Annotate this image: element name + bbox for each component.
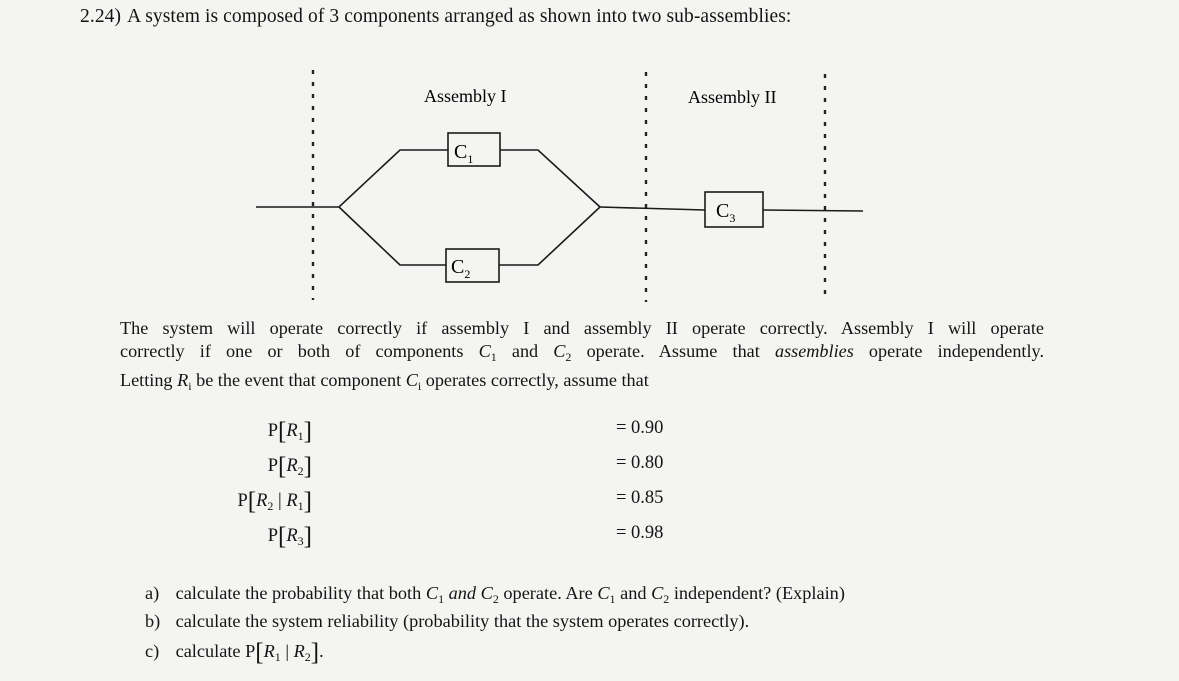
- wire-c3-out: [763, 210, 863, 211]
- text-segment: operate. Are: [498, 583, 598, 603]
- var-ci: [405, 370, 422, 393]
- text-segment: operate independently.: [853, 341, 1044, 361]
- assembly-2-label: Assembly II: [688, 87, 777, 107]
- var-subscript: 2: [304, 650, 311, 664]
- text-segment: be the event that component: [191, 370, 406, 390]
- text-segment: and: [615, 583, 652, 603]
- var-c2: [651, 583, 670, 606]
- var-subscript: 1: [274, 650, 281, 664]
- question-c: c) calculate $P[R_1$ | $R_2$].: [145, 639, 324, 666]
- var-r2: [293, 641, 311, 664]
- var-subscript: 1: [490, 350, 497, 364]
- prob-operator: P: [267, 421, 279, 441]
- var-subscript: 2: [492, 592, 499, 606]
- question-text: calculate the system reliability (probability that the system operates correctly).: [175, 611, 750, 631]
- probability-lhs: $P[R_2]$: [267, 453, 312, 480]
- wire-to-c3: [600, 207, 705, 210]
- c1-subscript: 1: [467, 152, 474, 166]
- problem-intro: A system is composed of 3 components arranged as shown into two sub-assemblies:: [127, 6, 792, 27]
- prob-event: R: [286, 526, 298, 546]
- assembly-1-label: Assembly I: [424, 86, 507, 106]
- text-segment: and: [496, 341, 554, 361]
- description-line-2: [120, 340, 1044, 369]
- text-segment: operate. Assume that: [571, 341, 775, 361]
- var-subscript: 1: [438, 592, 445, 606]
- description-line-3: [120, 369, 1044, 398]
- prob-event-subscript: 1: [297, 429, 304, 443]
- text-segment: operates correctly, assume that: [421, 370, 649, 390]
- probability-value: = 0.85: [616, 488, 664, 508]
- c3-subscript: 3: [729, 211, 736, 225]
- var-subscript: 1: [609, 592, 616, 606]
- var-letter: C: [553, 341, 566, 361]
- text-segment: independent? (Explain): [669, 583, 845, 603]
- question-text: calculate P: [175, 641, 256, 661]
- description-line-1: [120, 317, 1044, 340]
- var-subscript: i: [188, 379, 192, 393]
- var-letter: C: [480, 583, 493, 603]
- text-segment: Letting: [120, 370, 178, 390]
- description-line-1-text: The system will operate correctly if assembly I and assembly II operate correctly. Assembly I will operate: [120, 318, 1044, 338]
- prob-operator: P: [267, 526, 279, 546]
- var-subscript: i: [417, 379, 422, 393]
- var-c1: [478, 341, 497, 364]
- prob-given-subscript: 1: [297, 499, 304, 513]
- prob-event-subscript: 2: [267, 499, 274, 513]
- var-letter: C: [597, 583, 610, 603]
- prob-event-subscript: 2: [297, 464, 304, 478]
- prob-event: R: [256, 491, 268, 511]
- question-label: b): [145, 611, 161, 631]
- var-letter: R: [177, 370, 189, 390]
- wire-c2-out: [499, 207, 600, 265]
- question-b: [145, 611, 845, 639]
- var-c1: [425, 583, 445, 606]
- question-a: [145, 583, 845, 611]
- var-c2: [480, 583, 499, 606]
- prob-operator: P: [237, 491, 248, 511]
- c2-subscript: 2: [464, 267, 471, 281]
- var-letter: R: [263, 641, 275, 661]
- probability-lhs: $P[R_3]$: [267, 523, 312, 550]
- emphasis-assemblies: assemblies: [774, 341, 854, 361]
- probability-value: = 0.90: [616, 418, 664, 438]
- probability-lhs: $P[R_1]$: [267, 418, 312, 445]
- c2-letter: C: [451, 256, 465, 278]
- prob-operator: P: [267, 456, 279, 476]
- var-ri: [177, 370, 192, 393]
- var-subscript: 2: [565, 350, 572, 364]
- var-letter: C: [478, 341, 491, 361]
- problem-description: [120, 317, 1044, 398]
- var-letter: C: [425, 583, 439, 603]
- probability-value: = 0.98: [616, 523, 664, 543]
- prob-event: R: [286, 456, 298, 476]
- circuit-wires: [256, 150, 448, 207]
- question-list: [145, 583, 845, 667]
- probability-lhs: $P[R_2$ | $R_1$]: [237, 488, 312, 515]
- wire-c2-in: [339, 207, 446, 265]
- c1-letter: C: [454, 141, 468, 163]
- prob-event-subscript: 3: [297, 534, 304, 548]
- probability-value: = 0.80: [616, 453, 664, 473]
- text-segment: calculate the probability that both: [175, 583, 426, 603]
- var-r1: [263, 641, 281, 664]
- text-segment: correctly if one or both of components: [120, 341, 479, 361]
- question-label: c): [145, 641, 160, 661]
- var-c2: [553, 341, 572, 364]
- problem-number: 2.24): [80, 6, 122, 27]
- var-letter: C: [651, 583, 664, 603]
- prob-given: R: [286, 491, 298, 511]
- question-label: a): [145, 583, 160, 603]
- prob-event: R: [286, 421, 298, 441]
- c3-letter: C: [716, 200, 730, 222]
- var-letter: C: [405, 370, 418, 390]
- wire-c1-out: [500, 150, 600, 207]
- var-subscript: 2: [663, 592, 670, 606]
- var-c1: [597, 583, 616, 606]
- var-letter: R: [293, 641, 305, 661]
- emphasis-and: and: [448, 583, 477, 603]
